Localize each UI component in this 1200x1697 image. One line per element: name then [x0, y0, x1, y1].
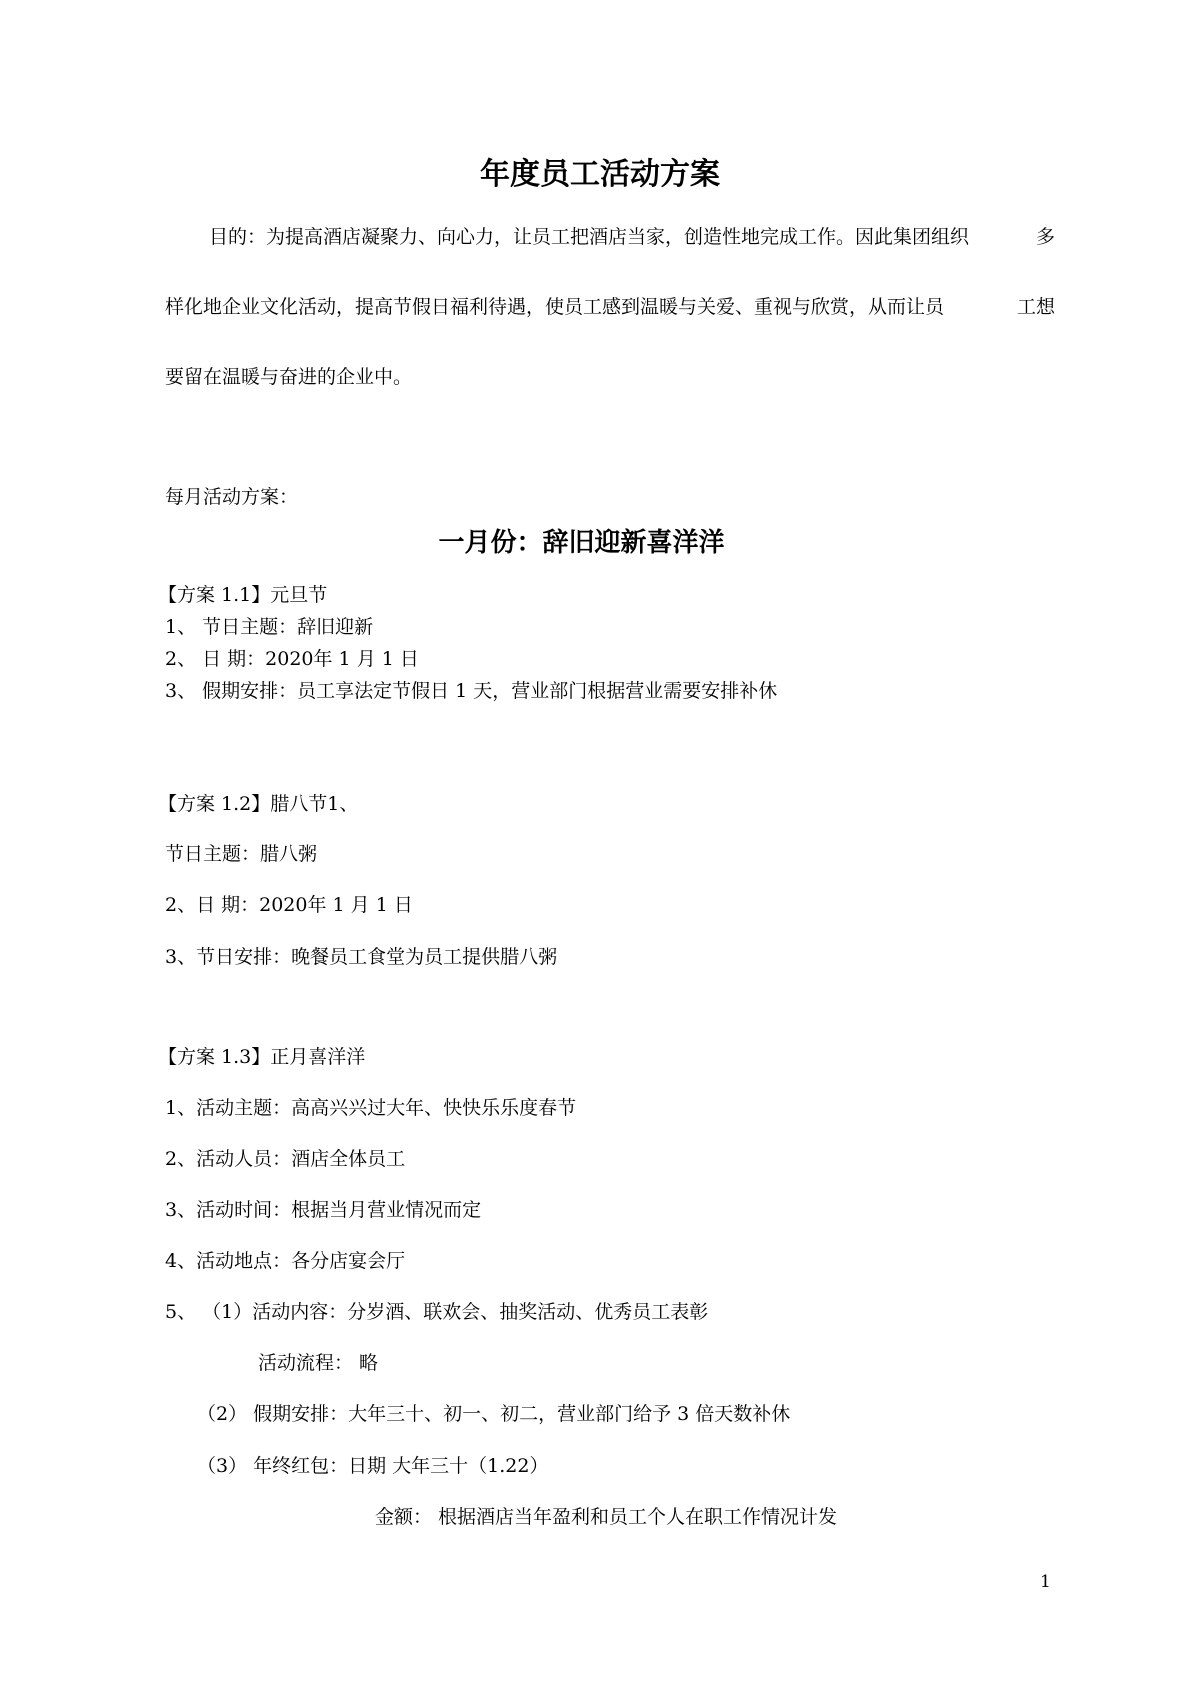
plan-1-3-header: 【方案 1.3】正月喜洋洋 [158, 1046, 366, 1068]
monthly-heading: 每月活动方案： [165, 486, 299, 508]
page-number: 1 [1040, 1572, 1051, 1592]
plan-1-3-item: （2） 假期安排：大年三十、初一、初二，营业部门给予 3 倍天数补休 [197, 1403, 791, 1425]
plan-1-3-item: 活动流程： 略 [258, 1352, 379, 1374]
plan-1-3-item: 4、活动地点：各分店宴会厅 [165, 1250, 406, 1272]
plan-1-1-item: 2、 日 期：2020年 1 月 1 日 [165, 648, 419, 670]
plan-1-3-item: 2、活动人员：酒店全体员工 [165, 1148, 406, 1170]
purpose-line-3: 要留在温暖与奋进的企业中。 [165, 366, 413, 388]
plan-1-1-item: 1、 节日主题：辞旧迎新 [165, 616, 374, 638]
plan-1-3-item: （3） 年终红包：日期 大年三十（1.22） [197, 1455, 549, 1477]
purpose-line-1-text: 目的：为提高酒店凝聚力、向心力，让员工把酒店当家，创造性地完成工作。因此集团组织 [209, 226, 970, 248]
purpose-line-2 [165, 293, 1055, 321]
month-title: 一月份：辞旧迎新喜洋洋 [438, 528, 725, 558]
plan-1-3-item: 5、 （1）活动内容：分岁酒、联欢会、抽奖活动、优秀员工表彰 [165, 1301, 709, 1323]
plan-1-2-header: 【方案 1.2】腊八节1、 [158, 793, 359, 815]
purpose-paragraph [165, 223, 1055, 391]
document-title: 年度员工活动方案 [480, 157, 720, 192]
plan-1-1-header: 【方案 1.1】元旦节 [158, 584, 328, 606]
plan-1-1-item: 3、 假期安排：员工享法定节假日 1 天，营业部门根据营业需要安排补休 [165, 680, 778, 702]
purpose-line-2-end: 工想 [1016, 296, 1055, 318]
purpose-line-2-text: 样化地企业文化活动，提高节假日福利待遇，使员工感到温暖与关爱、重视与欣赏，从而让员 [165, 296, 945, 318]
plan-1-2-item: 节日主题：腊八粥 [165, 843, 318, 865]
plan-1-3-item: 1、活动主题：高高兴兴过大年、快快乐乐度春节 [165, 1097, 577, 1119]
purpose-line-1 [165, 223, 1055, 251]
plan-1-2-item: 2、日 期：2020年 1 月 1 日 [165, 894, 413, 916]
plan-1-3-item: 金额： 根据酒店当年盈利和员工个人在职工作情况计发 [375, 1506, 838, 1528]
purpose-line-1-end: 多 [1035, 226, 1055, 248]
plan-1-2-item: 3、节日安排：晚餐员工食堂为员工提供腊八粥 [165, 946, 558, 968]
plan-1-3-item: 3、活动时间：根据当月营业情况而定 [165, 1199, 482, 1221]
